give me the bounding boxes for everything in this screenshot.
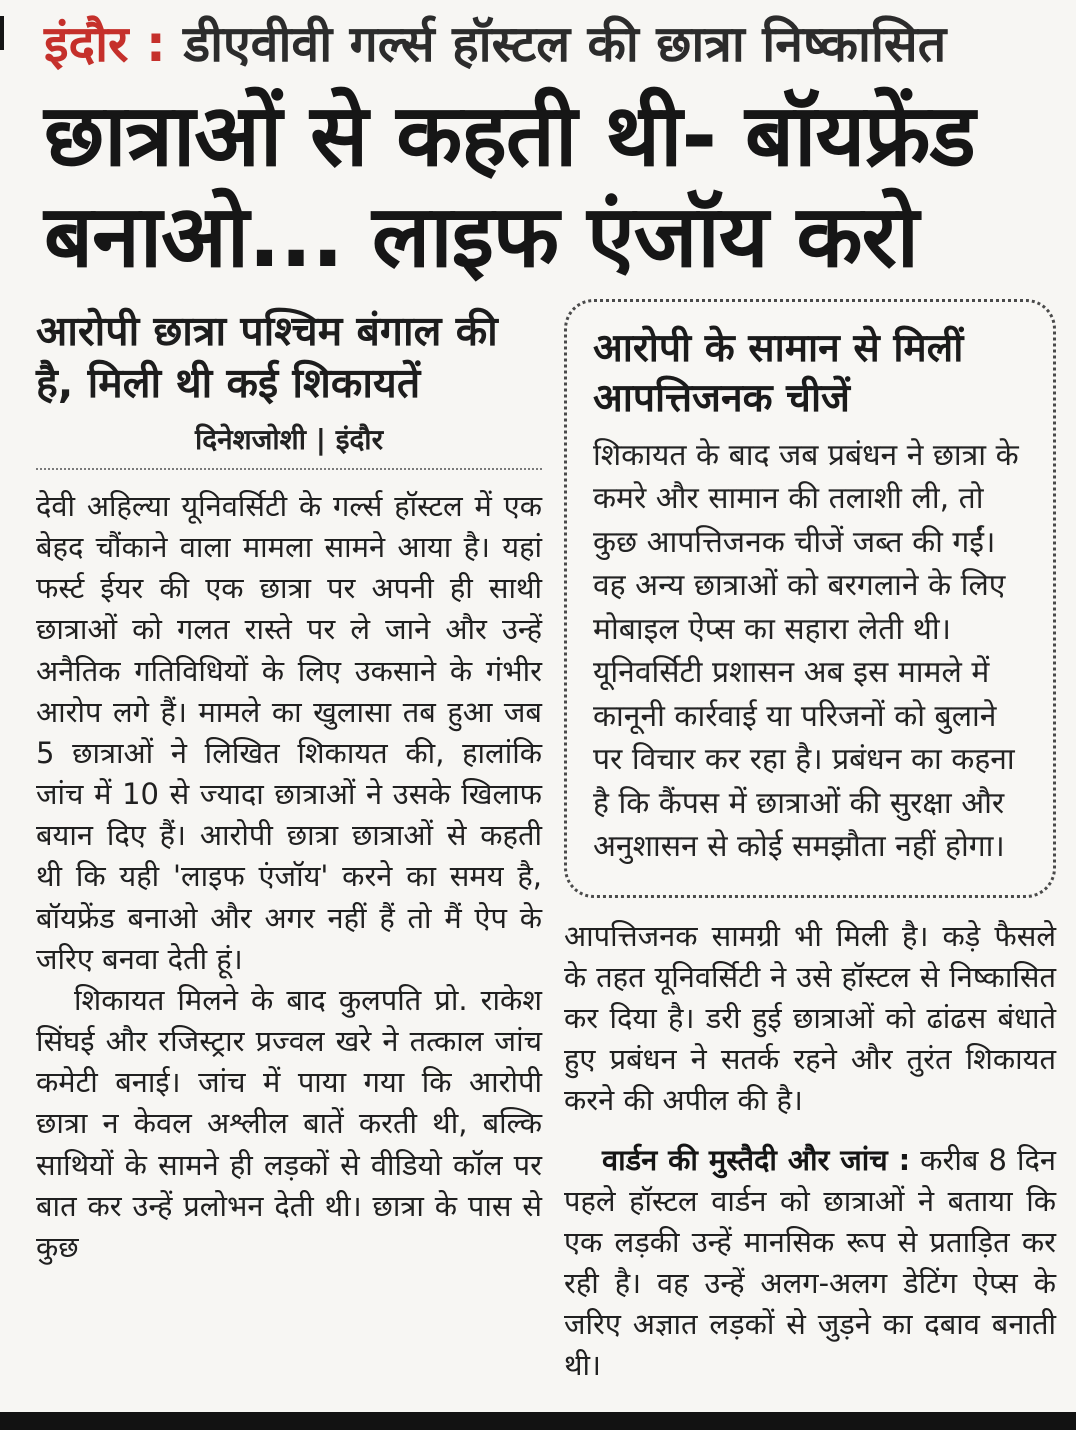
kicker-location: इंदौर :	[44, 15, 166, 73]
left-column	[36, 299, 542, 1387]
article-columns	[0, 293, 1076, 1387]
right-column	[564, 299, 1056, 1387]
main-headline-line1: छात्राओं से कहती थी- बॉयफ्रेंड	[44, 86, 975, 186]
left-paragraph-2: शिकायत मिलने के बाद कुलपति प्रो. राकेश सिंघई और रजिस्ट्रार प्रज्वल खरे ने तत्काल जांच कमेटी बनाई। जांच में पाया गया कि आरोपी छात्रा न केवल अश्लील बातें करती थी, बल्कि साथियों के सामने ही लड़कों से वीडियो कॉल पर बात कर उन्हें प्रलोभन देती थी। छात्रा के पास से कुछ	[36, 982, 542, 1264]
right-paragraph-1: आपत्तिजनक सामग्री भी मिली है। कड़े फैसले के तहत यूनिवर्सिटी ने उसे हॉस्टल से निष्कासित कर दिया है। डरी हुई छात्राओं को ढांढस बंधाते हुए प्रबंधन ने सतर्क रहने और तुरंत शिकायत करने की अपील की है।	[564, 918, 1056, 1118]
info-box-heading-line2: आपत्तिजनक चीजें	[593, 375, 850, 421]
left-subheading: आरोपी छात्रा पश्चिम बंगाल की है, मिली थी कई शिकायतें	[36, 306, 498, 408]
kicker-text: डीएवीवी गर्ल्स हॉस्टल की छात्रा निष्कासित	[165, 15, 947, 73]
kicker-headline	[44, 16, 1036, 72]
info-box-heading	[593, 324, 1027, 424]
info-box-heading-line1: आरोपी के सामान से मिलीं	[593, 325, 964, 371]
scan-artifact-left-edge	[0, 16, 4, 50]
right-paragraph-2-text: करीब 8 दिन पहले हॉस्टल वार्डन को छात्राओं ने बताया कि एक लड़की उन्हें मानसिक रूप से प्रताड़ित कर रही है। वह उन्हें अलग-अलग डेटिंग ऐप्स के जरिए अज्ञात लड़कों से जुड़ने का दबाव बनाती थी।	[564, 1142, 1056, 1383]
scan-artifact-bottom-bar	[0, 1412, 1076, 1430]
warden-runin-heading: वार्डन की मुस्तैदी और जांच :	[602, 1142, 911, 1177]
article-header	[0, 0, 1076, 289]
info-box	[564, 299, 1056, 898]
main-headline	[44, 86, 1036, 289]
left-paragraph-1: देवी अहिल्या यूनिवर्सिटी के गर्ल्स हॉस्टल में एक बेहद चौंकाने वाला मामला सामने आया है। यहां फर्स्ट ईयर की एक छात्रा पर अपनी ही साथी छात्राओं को गलत रास्ते पर ले जाने और उन्हें अनैतिक गतिविधियों के लिए उकसाने के गंभीर आरोप लगे हैं। मामले का खुलासा तब हुआ जब 5 छात्राओं ने लिखित शिकायत की, हालांकि जांच में 10 से ज्यादा छात्राओं ने उसके खिलाफ बयान दिए हैं। आरोपी छात्रा छात्राओं से कहती थी कि यही 'लाइफ एंजॉय' करने का समय है, बॉयफ्रेंड बनाओ और अगर नहीं हैं तो मैं ऐप के जरिए बनवा देती हूं।	[36, 488, 542, 976]
info-box-body: शिकायत के बाद जब प्रबंधन ने छात्रा के कमरे और सामान की तलाशी ली, तो कुछ आपत्तिजनक चीजें जब्त की गईं। वह अन्य छात्राओं को बरगलाने के लिए मोबाइल ऐप्स का सहारा लेती थी। यूनिवर्सिटी प्रशासन अब इस मामले में कानूनी कार्रवाई या परिजनों को बुलाने पर विचार कर रहा है। प्रबंधन का कहना है कि कैंपस में छात्राओं की सुरक्षा और अनुशासन से कोई समझौता नहीं होगा।	[593, 437, 1019, 865]
byline: दिनेशजोशी | इंदौर	[194, 422, 384, 456]
right-paragraph-2	[564, 1140, 1056, 1387]
main-headline-line2: बनाओ... लाइफ एंजॉय करो	[44, 187, 919, 288]
byline-divider	[36, 468, 542, 470]
